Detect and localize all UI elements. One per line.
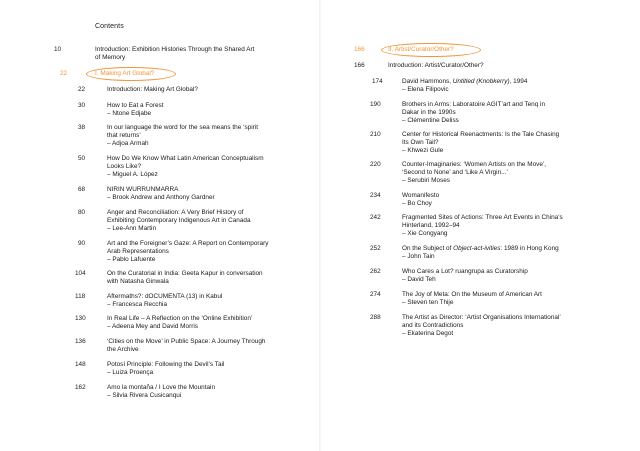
page-number: 136	[75, 338, 86, 345]
entry-line: Exhibiting Contemporary Indigenous Art in Canada	[107, 216, 251, 224]
exhibition-title: Object-act-ivities	[453, 245, 501, 252]
entry-line: ‘Cities on the Move’ in Public Space: A Journey Through	[107, 338, 266, 345]
page-number: 118	[75, 293, 86, 300]
page-number: 166	[354, 62, 365, 69]
section-highlight-oval	[381, 43, 481, 57]
entry-line: of Memory	[95, 53, 126, 61]
contents-heading: Contents	[95, 23, 124, 30]
entry-line: – Xie Congyang	[402, 229, 448, 237]
entry-line: On the Subject of Object-act-ivities: 1989 in Hong Kong	[402, 245, 559, 252]
entry-line: Aftermaths?: dOCUMENTA (13) in Kabul	[107, 293, 223, 300]
entry-line: Brothers in Arms: Laboratoire AGIT’art and Tenq in	[402, 101, 546, 108]
page-number: 166	[354, 46, 365, 53]
entry-line: – Serubiri Moses	[402, 176, 450, 184]
book-gutter	[319, 0, 321, 451]
entry-line: – Bo Choy	[402, 199, 432, 207]
page-number: 10	[54, 46, 62, 53]
page-number: 174	[372, 78, 383, 85]
entry-line: – Silvia Rivera Cusicanqui	[107, 391, 182, 399]
entry-line: – Pablo Lafuente	[107, 255, 156, 263]
entry-line: ‘Second to None’ and ‘Like A Virgin...’	[402, 168, 508, 176]
entry-line: with Natasha Ginwala	[107, 277, 169, 285]
entry-line: and its Contradictions	[402, 321, 464, 329]
entry-line: How to Eat a Forest	[107, 102, 164, 109]
entry-line: Dakar in the 1990s	[402, 108, 456, 116]
entry-line: Introduction: Artist/Curator/Other?	[388, 62, 484, 69]
entry-line: Art and the Foreigner’s Gaze: A Report on Contemporary	[107, 240, 269, 247]
entry-line: In our language the word for the sea means the ‘spirit	[107, 124, 258, 131]
entry-line: The Artist as Director: ‘Artist Organisations International’	[402, 314, 561, 321]
page-number: 130	[75, 315, 86, 322]
entry-line: Introduction: Making Art Global?	[107, 86, 198, 93]
entry-line: – Adeena Mey and David Morris	[107, 322, 198, 330]
entry-line: Womanifesto	[402, 192, 440, 199]
page-number: 30	[78, 102, 86, 109]
entry-line: How Do We Know What Latin American Conceptualism	[107, 155, 264, 162]
section-title: II. Artist/Curator/Other?	[388, 46, 454, 53]
section-highlight-oval	[86, 67, 176, 81]
page-number: 80	[78, 209, 86, 216]
entry-line: The Joy of Meta: On the Museum of American Art	[402, 291, 542, 298]
entry-line: – Luiza Proença	[107, 368, 154, 376]
page-number: 252	[370, 245, 381, 252]
page-number: 288	[370, 314, 381, 321]
entry-line: – Francesca Recchia	[107, 300, 168, 308]
entry-line: – Steven ten Thije	[402, 298, 454, 306]
entry-line: Looks Like?	[107, 162, 142, 170]
page-number: 38	[78, 124, 86, 131]
entry-line: Center for Historical Reenactments: Is the Tale Chasing	[402, 131, 560, 138]
entry-line: that returns’	[107, 131, 141, 139]
page-number: 242	[370, 214, 381, 221]
page-number: 234	[370, 192, 381, 199]
page-number: 262	[370, 268, 381, 275]
page-number: 22	[78, 86, 86, 93]
entry-line: Arab Representations	[107, 247, 169, 255]
entry-line: – Clémentine Deliss	[402, 116, 459, 124]
entry-line: – David Teh	[402, 275, 436, 283]
page-number: 162	[75, 384, 86, 391]
entry-line: NIRIN WURRUNMARRA	[107, 186, 179, 193]
entry-line: – John Tain	[402, 252, 435, 260]
page-number: 210	[370, 131, 381, 138]
entry-line: Potosí Principle: Following the Devil’s Tail	[107, 361, 225, 368]
section-title: I. Making Art Global?	[95, 70, 155, 77]
page-number: 274	[370, 291, 381, 298]
entry-line: – Ntone Edjabe	[107, 109, 152, 117]
entry-line: On the Curatorial in India: Geeta Kapur in conversation	[107, 270, 263, 277]
entry-line: Amo la montaña / I Love the Mountain	[107, 384, 215, 391]
entry-line: – Miguel A. López	[107, 170, 158, 178]
entry-line: Introduction: Exhibition Histories Through the Shared Art	[95, 46, 255, 53]
page-number: 220	[370, 161, 381, 168]
entry-line: – Lee-Ann Martin	[107, 224, 157, 232]
entry-line: In Real Life – A Reflection on the ‘Online Exhibition’	[107, 315, 253, 322]
entry-line: – Ekaterina Degot	[402, 329, 454, 337]
page-number: 68	[78, 186, 86, 193]
page-number: 148	[75, 361, 86, 368]
entry-line: Its Own Tail?	[402, 138, 439, 146]
entry-line: – Adjoa Armah	[107, 139, 149, 147]
entry-line: Hinterland, 1992–94	[402, 221, 460, 229]
entry-line: – Khwezi Gule	[402, 146, 444, 154]
entry-line: – Elena Filipovic	[402, 85, 449, 93]
page-number: 22	[60, 70, 68, 77]
page-number: 50	[78, 155, 86, 162]
page-number: 104	[75, 270, 86, 277]
entry-line: – Brook Andrew and Anthony Gardner	[107, 193, 215, 201]
entry-line: Who Cares a Lot? ruangrupa as Curatorship	[402, 268, 528, 275]
entry-line: Counter-Imaginaries: ‘Women Artists on the Move’,	[402, 161, 547, 168]
entry-line: Fragmented Sites of Actions: Three Art Events in China’s	[402, 214, 563, 221]
entry-line: David Hammons, Untitled (Knobkerry), 1994	[402, 78, 528, 85]
page-number: 90	[78, 240, 86, 247]
artwork-title: Untitled (Knobkerry)	[452, 78, 510, 85]
page-number: 190	[370, 101, 381, 108]
entry-line: the Archive	[107, 345, 139, 353]
entry-line: Anger and Reconciliation: A Very Brief History of	[107, 209, 244, 216]
